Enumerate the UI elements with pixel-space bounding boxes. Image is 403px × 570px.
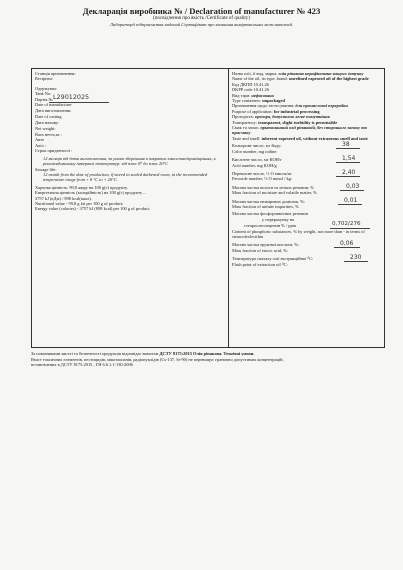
purpose-ua-value: для промислової переробки	[295, 103, 348, 109]
batch-number: L29012025	[53, 92, 90, 101]
recipient-label: Recipient:	[35, 76, 54, 82]
gross-weight-label: Вага нетто,кг :	[35, 132, 63, 138]
name-ua-row: Назва олії, її вид, марка: олія ріпакова нерафінована вищого ґатунку	[232, 71, 364, 76]
phos-en-label: Content of phosphoric substances, % by weight, not more than - in terms of stearooleolecithin	[232, 228, 365, 239]
compliance-line-1: За показниками якості та безпечності продукція відповідає вимогам ДСТУ 8175:2015 Олія ріпакова. Технічні умови.	[31, 351, 255, 356]
receiver-label: Одержувач:	[35, 85, 57, 91]
batch-label: Партія №	[35, 96, 53, 102]
smell-ua-row: Смак та запах: притаманний олії ріпаковій, без сторонього запаху та присмаку	[232, 125, 367, 136]
net-weight-label: Net weight:	[35, 125, 56, 131]
purpose-ua-row: Призначення щодо застосування: для промислової переробки	[232, 103, 348, 109]
phos-ua3-row: стеароолеолецитин % / ppm 0,702/276	[232, 223, 382, 228]
impur-en-label: Mass fraction of unfatte impurities, %	[232, 203, 299, 209]
date-made-label: Дата виготовлення:	[35, 108, 72, 114]
shelf-life-label: Строк придатності :	[35, 148, 73, 154]
acid-value: 1,54	[342, 155, 356, 163]
phos-ua-label: Масова частка фосфоровмісних речовин	[232, 211, 308, 217]
storage-text: 12 month from the date of production, if stored in sealed darkened room, in the recommended temperature range from + 8 °С to + 20°С.	[43, 171, 208, 183]
transparency-en-row: Transparency: transparent, slight turbidity is permissible	[232, 119, 338, 125]
acid-ua-row: Кислотне число, мг КОН/г 1,54	[232, 157, 382, 162]
smell-en-value: inherent rapeseed oil, without extraneous smell and taste	[261, 135, 368, 141]
tara-value: нефасована	[251, 92, 274, 98]
color-en-label: Color number, mg iodine:	[232, 148, 278, 154]
phos-value: 0,702/276	[332, 221, 361, 228]
tara-row: Вид тари: нефасована	[232, 92, 274, 98]
page-title: Декларація виробника № / Declaration of manufacturer № 423	[82, 6, 321, 16]
flash-en-label: Flash point of extraction oil ⁰C:	[232, 261, 288, 267]
nutrition-line-2: Енергетична цінність (калорійність) на 100 g(г) продукту –	[35, 190, 146, 196]
compliance-line-3: встановлених в ДСТУ 8175:2015 , ГН 6.6.1.1-130-2006	[31, 362, 133, 368]
date-manufacture-label: Date of manufacture:	[35, 102, 73, 108]
acid-en-label: Acid number, mg KOH/g	[232, 162, 277, 168]
smell-ua-value: притаманний олії ріпаковій, без сторонього запаху та присмаку	[232, 125, 367, 136]
declaration-table	[31, 68, 385, 348]
phos-ua2-label: у перерахунку на	[262, 216, 295, 222]
type-containers-value: unpackaged	[262, 98, 285, 104]
flash-ua-row: Температура спалаху олії екстракційної ⁰С: 230	[232, 256, 382, 261]
smell-en-row: Taste and smell: inherent rapeseed oil, without extraneous smell and taste	[232, 135, 368, 141]
impur-value: 0,01	[344, 196, 358, 204]
erucic-ua-row: Масова частка ерукової кислоти, %: 0,06	[232, 242, 382, 247]
date-casting-label: Date of casting	[35, 113, 62, 119]
perox-value: 2,40	[342, 168, 356, 176]
header	[0, 6, 403, 28]
storage-label: Storage life:	[35, 166, 57, 172]
page-subtitle: (посвідчення про якість /Certificate of quality)	[153, 16, 250, 21]
purpose-en-value: for industrial processing	[273, 108, 320, 114]
perox-en-label: Peroxide number, ½ O mmol / kg:	[232, 176, 293, 182]
flash-value: 230	[350, 254, 362, 262]
purpose-en-row: Purpose of application: for industrial processing	[232, 108, 320, 114]
right-column	[232, 71, 382, 267]
transparency-en-value: transparent, slight turbidity is permissible	[258, 119, 338, 125]
auto-label: Авто	[35, 137, 45, 143]
compliance-note	[31, 351, 385, 368]
auto2-label: Auto :	[35, 142, 47, 148]
nutrition-line-1: Харчова цінність: 99,8 жиру на 100 g(г) продукту.	[35, 184, 128, 190]
column-divider	[228, 69, 229, 347]
nutrition-line-5: Energy value (calories) - 3757 kJ (898 kcal) per 100 g of product.	[35, 206, 151, 212]
station-label: Станція призначення:	[35, 71, 76, 76]
nutrition-line-4: Nutritional value - 99,8 g fat per 100 g of product;	[35, 200, 124, 206]
tank-label: Tank No:	[35, 91, 52, 97]
impur-ua-row: Масова частка нежирових домішок, %: 0,01	[232, 199, 382, 204]
type-containers-row: Type containers: unpackaged	[232, 98, 285, 104]
color-ua-row: Кольорове число, мг йоду: 38	[232, 143, 382, 148]
dkpp-label: DKPP code 10.41.26	[232, 87, 269, 93]
color-value: 38	[342, 141, 350, 149]
perox-ua-row: Перекисне число, ½ О ммоль/кг 2,40	[232, 171, 382, 176]
name-ua-value: олія ріпакова нерафінована вищого ґатунку	[278, 71, 364, 76]
date-fill-label: Дата наливу:	[35, 120, 60, 126]
moist-value: 0,03	[346, 182, 360, 190]
nutrition-line-3: 3757 kJ (кДж) / 898 kcal(ккал).	[35, 195, 92, 201]
moist-ua-row: Масова частка вологи та летких речовин, % 0,03	[232, 185, 382, 190]
name-en-value: unrefined rapeseed oil of the highest grade	[288, 76, 369, 82]
transparency-ua-value: прозора, допустимо легке помутніння	[255, 114, 330, 120]
lab-note: Лабораторії підприємства видений Сертифікат про визнання вимірювальних можливостей.	[109, 22, 294, 27]
compliance-line-2: Вміст токсичних елементів, пестицидів, мікотоксинів, радіонуклідів (Cs-137, Sr-90) не перевищує гранично допустимих концентрацій,	[31, 356, 284, 362]
left-column	[35, 71, 225, 212]
erucic-en-label: Mass fraction of erucic acid, %:	[232, 247, 289, 253]
transparency-ua-row: Прозорість: прозора, допустимо легке помутніння	[232, 114, 330, 120]
name-en-row: Name of the oil, its type, brand: unrefined rapeseed oil of the highest grade	[232, 76, 369, 82]
moist-en-label: Mass fraction of moisture and volatile matter, %	[232, 190, 317, 196]
erucic-value: 0,06	[340, 240, 354, 248]
kod-label: Код ДКПП 10.41.26	[232, 81, 269, 87]
shelf-life-text: 12 місяців від дати виготовлення, за умови зберігання в закритих ємностях/приміщеннях, в рекомендованому інтервалі температур: від плюс 8° до плюс 20°С	[43, 155, 216, 167]
